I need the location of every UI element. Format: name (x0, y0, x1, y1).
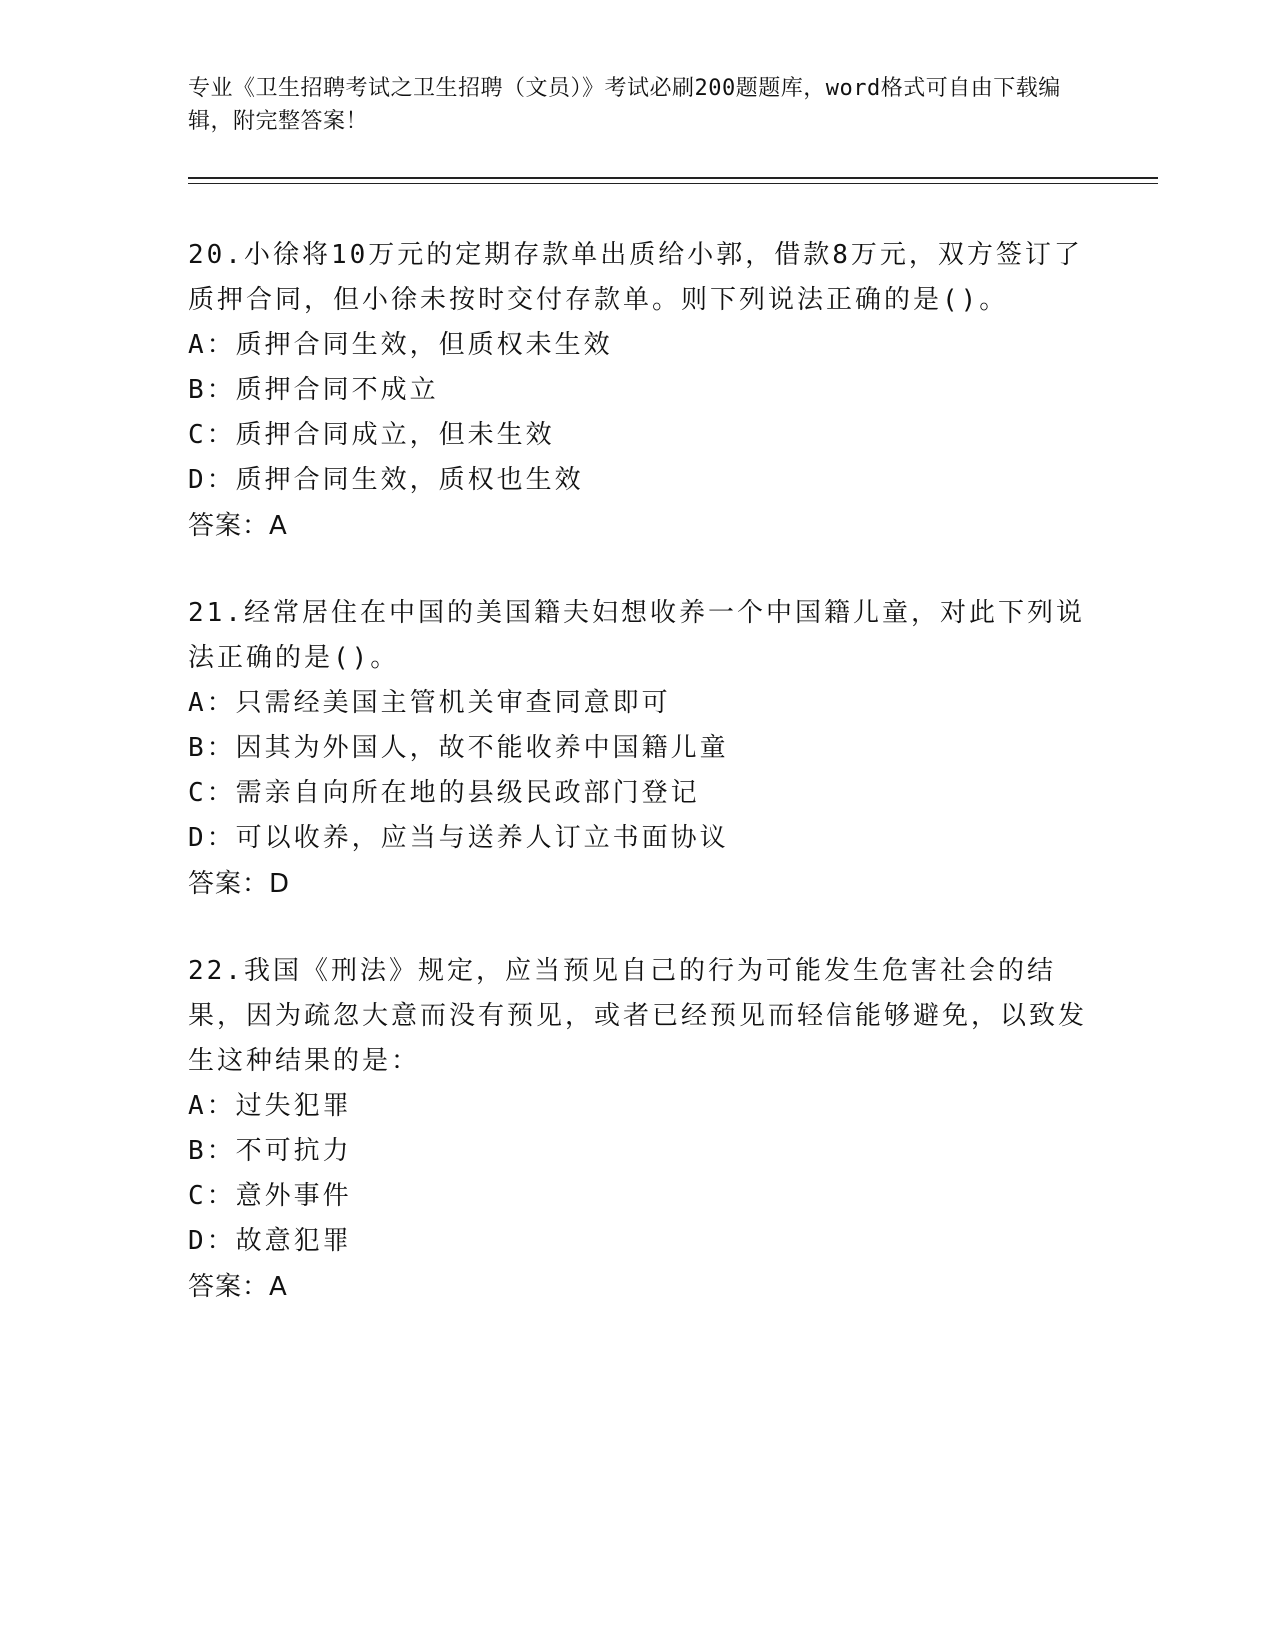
option-a: A：过失犯罪 (188, 1091, 352, 1121)
question-stem: 20.小徐将10万元的定期存款单出质给小郭，借款8万元，双方签订了质押合同，但小徐未按时交付存款单。则下列说法正确的是()。 (188, 240, 1083, 315)
option-c: C：质押合同成立，但未生效 (188, 420, 555, 450)
answer-label: 答案：A (188, 511, 288, 541)
option-b: B：不可抗力 (188, 1136, 352, 1166)
option-d: D：质押合同生效，质权也生效 (188, 465, 584, 495)
answer-label: 答案：A (188, 1272, 288, 1302)
header-divider-thick (188, 177, 1158, 179)
option-d: D：可以收养，应当与送养人订立书面协议 (188, 823, 729, 853)
question-20 (188, 233, 1088, 549)
option-a: A：质押合同生效，但质权未生效 (188, 330, 613, 360)
question-list (188, 233, 1088, 1352)
question-22 (188, 949, 1088, 1310)
question-stem: 21.经常居住在中国的美国籍夫妇想收养一个中国籍儿童，对此下列说法正确的是()。 (188, 598, 1085, 673)
question-21 (188, 591, 1088, 907)
header-divider-thin (188, 183, 1158, 184)
document-header: 专业《卫生招聘考试之卫生招聘（文员）》考试必刷200题题库，word格式可自由下载编辑，附完整答案！ (188, 76, 1061, 134)
option-c: C：意外事件 (188, 1181, 352, 1211)
option-d: D：故意犯罪 (188, 1226, 352, 1256)
option-b: B：质押合同不成立 (188, 375, 439, 405)
option-a: A：只需经美国主管机关审查同意即可 (188, 688, 671, 718)
answer-label: 答案：D (188, 869, 291, 899)
option-c: C：需亲自向所在地的县级民政部门登记 (188, 778, 700, 808)
option-b: B：因其为外国人，故不能收养中国籍儿童 (188, 733, 729, 763)
question-stem: 22.我国《刑法》规定，应当预见自己的行为可能发生危害社会的结果，因为疏忽大意而没有预见，或者已经预见而轻信能够避免，以致发生这种结果的是： (188, 956, 1088, 1076)
